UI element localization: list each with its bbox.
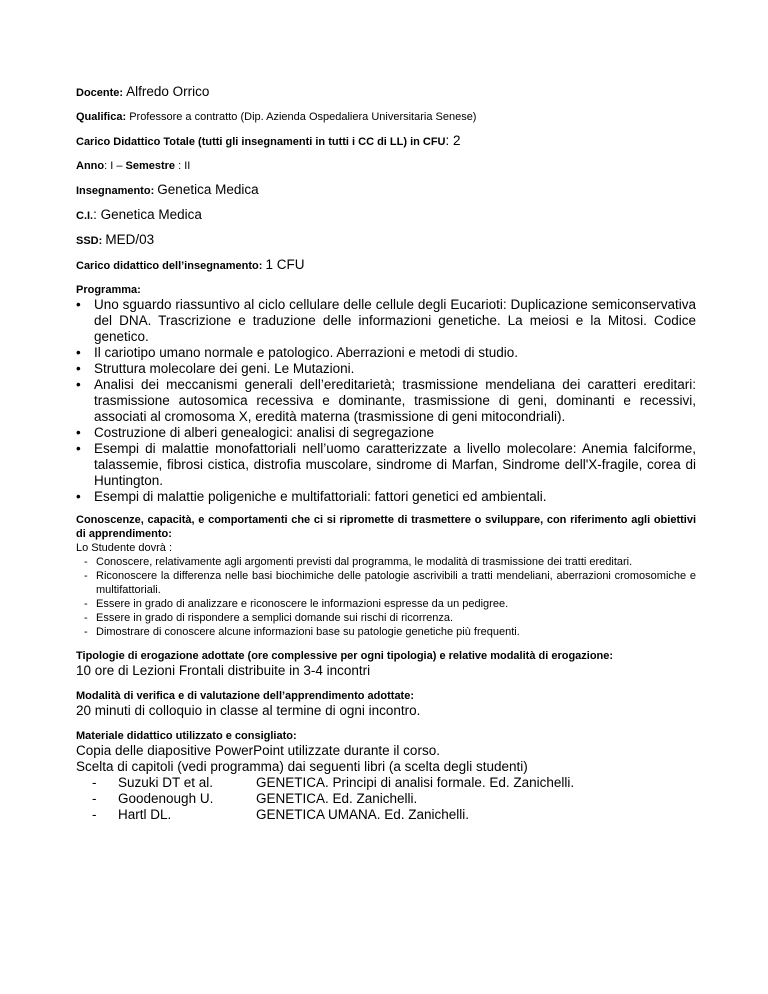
materiale-title: Materiale didattico utilizzato e consigliato:: [76, 730, 297, 742]
book-item: [76, 807, 696, 823]
book-item: [76, 791, 696, 807]
programma-item: • Il cariotipo umano normale e patologico. Aberrazioni e metodi di studio.: [76, 345, 518, 360]
dash-mark: -: [84, 598, 88, 610]
programma-item: • Esempi di malattie poligeniche e multifattoriali: fattori genetici ed ambientali.: [76, 489, 547, 504]
ssd-label: SSD:: [76, 235, 103, 247]
conoscenze-item: - Conoscere, relativamente agli argomenti previsti dal programma, le modalità di trasmissione dei tratti ereditari.: [84, 556, 633, 568]
carico-totale-label: Carico Didattico Totale (tutti gli insegnamenti in tutti i CC di LL) in CFU: [76, 136, 446, 148]
ssd-value: MED/03: [105, 232, 155, 247]
book-author: Goodenough U.: [118, 791, 214, 806]
verifica-title: Modalità di verifica e di valutazione dell’apprendimento adottate:: [76, 690, 415, 702]
qualifica-value: Professore a contratto (Dip. Azienda Ospedaliera Universitaria Senese): [129, 111, 477, 123]
anno-value: : I –: [104, 160, 126, 172]
ssd-line: [76, 233, 696, 248]
bullet-mark: •: [76, 297, 81, 312]
conoscenze-intro: Lo Studente dovrà :: [76, 542, 173, 554]
bullet-mark: •: [76, 361, 81, 376]
insegnamento-value: Genetica Medica: [157, 182, 259, 197]
book-title: GENETICA. Principi di analisi formale. Ed. Zanichelli.: [256, 775, 575, 790]
conoscenze-item: - Riconoscere la differenza nelle basi biochimiche delle patologie ascrivibili a tratti mendeliani, aberrazioni cromosomiche e multifattoriali.: [84, 570, 696, 596]
materiale-line2: Scelta di capitoli (vedi programma) dai seguenti libri (a scelta degli studenti): [76, 759, 528, 774]
dash-mark: -: [92, 807, 97, 822]
conoscenze-item: - Essere in grado di rispondere a semplici domande sui rischi di ricorrenza.: [84, 612, 454, 624]
docente-label: Docente:: [76, 87, 124, 99]
docente-line: [76, 85, 696, 100]
programma-item: • Uno sguardo riassuntivo al ciclo cellulare delle cellule degli Eucarioti: Duplicazione semiconservativa del DNA. Trascrizione e traduzione delle informazioni genetiche. La meiosi e la Mitosi. Codice genetico.: [76, 297, 696, 344]
anno-line: [76, 159, 696, 173]
carico-insegnamento-label: Carico didattico dell’insegnamento:: [76, 260, 263, 272]
ci-line: [76, 208, 696, 223]
dash-mark: -: [84, 570, 88, 582]
tipologie-title: Tipologie di erogazione adottate (ore complessive per ogni tipologia) e relative modalità di erogazione:: [76, 650, 614, 662]
ci-value: : Genetica Medica: [93, 207, 202, 222]
dash-mark: -: [84, 556, 88, 568]
bullet-mark: •: [76, 425, 81, 440]
book-title: GENETICA UMANA. Ed. Zanichelli.: [256, 807, 470, 822]
programma-list: [76, 297, 696, 505]
carico-totale-line: [76, 134, 696, 149]
qualifica-line: [76, 110, 696, 124]
conoscenze-title: Conoscenze, capacità, e comportamenti che ci si ripromette di trasmettere o sviluppare, con riferimento agli obiettivi di apprendimento:: [76, 514, 696, 540]
docente-value: Alfredo Orrico: [126, 84, 210, 99]
bullet-mark: •: [76, 377, 81, 392]
programma-item: • Struttura molecolare dei geni. Le Mutazioni.: [76, 361, 355, 376]
programma-item: • Analisi dei meccanismi generali dell’ereditarietà; trasmissione mendeliana dei caratteri ereditari: trasmissione autosomica recessiva e dominante, trasmissione di geni, dominanti e recessivi, associati al cromosoma X, eredità materna (trasmissione di geni mitocondriali).: [76, 377, 696, 424]
programma-title: Programma:: [76, 284, 141, 296]
conoscenze-item: - Dimostrare di conoscere alcune informazioni base su patologie genetiche più frequenti.: [84, 626, 520, 638]
dash-mark: -: [92, 775, 97, 790]
document-page: [76, 85, 696, 823]
books-list: [76, 775, 696, 823]
semestre-value: : II: [175, 160, 191, 172]
book-title: GENETICA. Ed. Zanichelli.: [256, 791, 418, 806]
programma-item: • Esempi di malattie monofattoriali nell’uomo caratterizzate a livello molecolare: Anemia falciforme, talassemie, fibrosi cistica, distrofia muscolare, sindrome di Marfan, Sindrome dell'X-fragile, corea di Huntington.: [76, 441, 696, 488]
tipologie-value: 10 ore di Lezioni Frontali distribuite in 3-4 incontri: [76, 663, 371, 678]
materiale-line1: Copia delle diapositive PowerPoint utilizzate durante il corso.: [76, 743, 440, 758]
insegnamento-line: [76, 183, 696, 198]
anno-label: Anno: [76, 160, 105, 172]
conoscenze-item: - Essere in grado di analizzare e riconoscere le informazioni espresse da un pedigree.: [84, 598, 509, 610]
carico-totale-value: : 2: [445, 133, 461, 148]
qualifica-label: Qualifica:: [76, 111, 127, 123]
semestre-label: Semestre: [125, 160, 176, 172]
ci-label: C.I.: [76, 210, 94, 222]
carico-insegnamento-line: [76, 258, 696, 273]
dash-mark: -: [92, 791, 97, 806]
book-item: [76, 775, 696, 791]
bullet-mark: •: [76, 345, 81, 360]
carico-insegnamento-value: 1 CFU: [265, 257, 305, 272]
dash-mark: -: [84, 626, 88, 638]
conoscenze-list: [76, 555, 696, 639]
dash-mark: -: [84, 612, 88, 624]
book-author: Hartl DL.: [118, 807, 172, 822]
insegnamento-label: Insegnamento:: [76, 185, 155, 197]
book-author: Suzuki DT et al.: [118, 775, 214, 790]
bullet-mark: •: [76, 489, 81, 504]
verifica-value: 20 minuti di colloquio in classe al termine di ogni incontro.: [76, 703, 421, 718]
bullet-mark: •: [76, 441, 81, 456]
programma-item: • Costruzione di alberi genealogici: analisi di segregazione: [76, 425, 434, 440]
